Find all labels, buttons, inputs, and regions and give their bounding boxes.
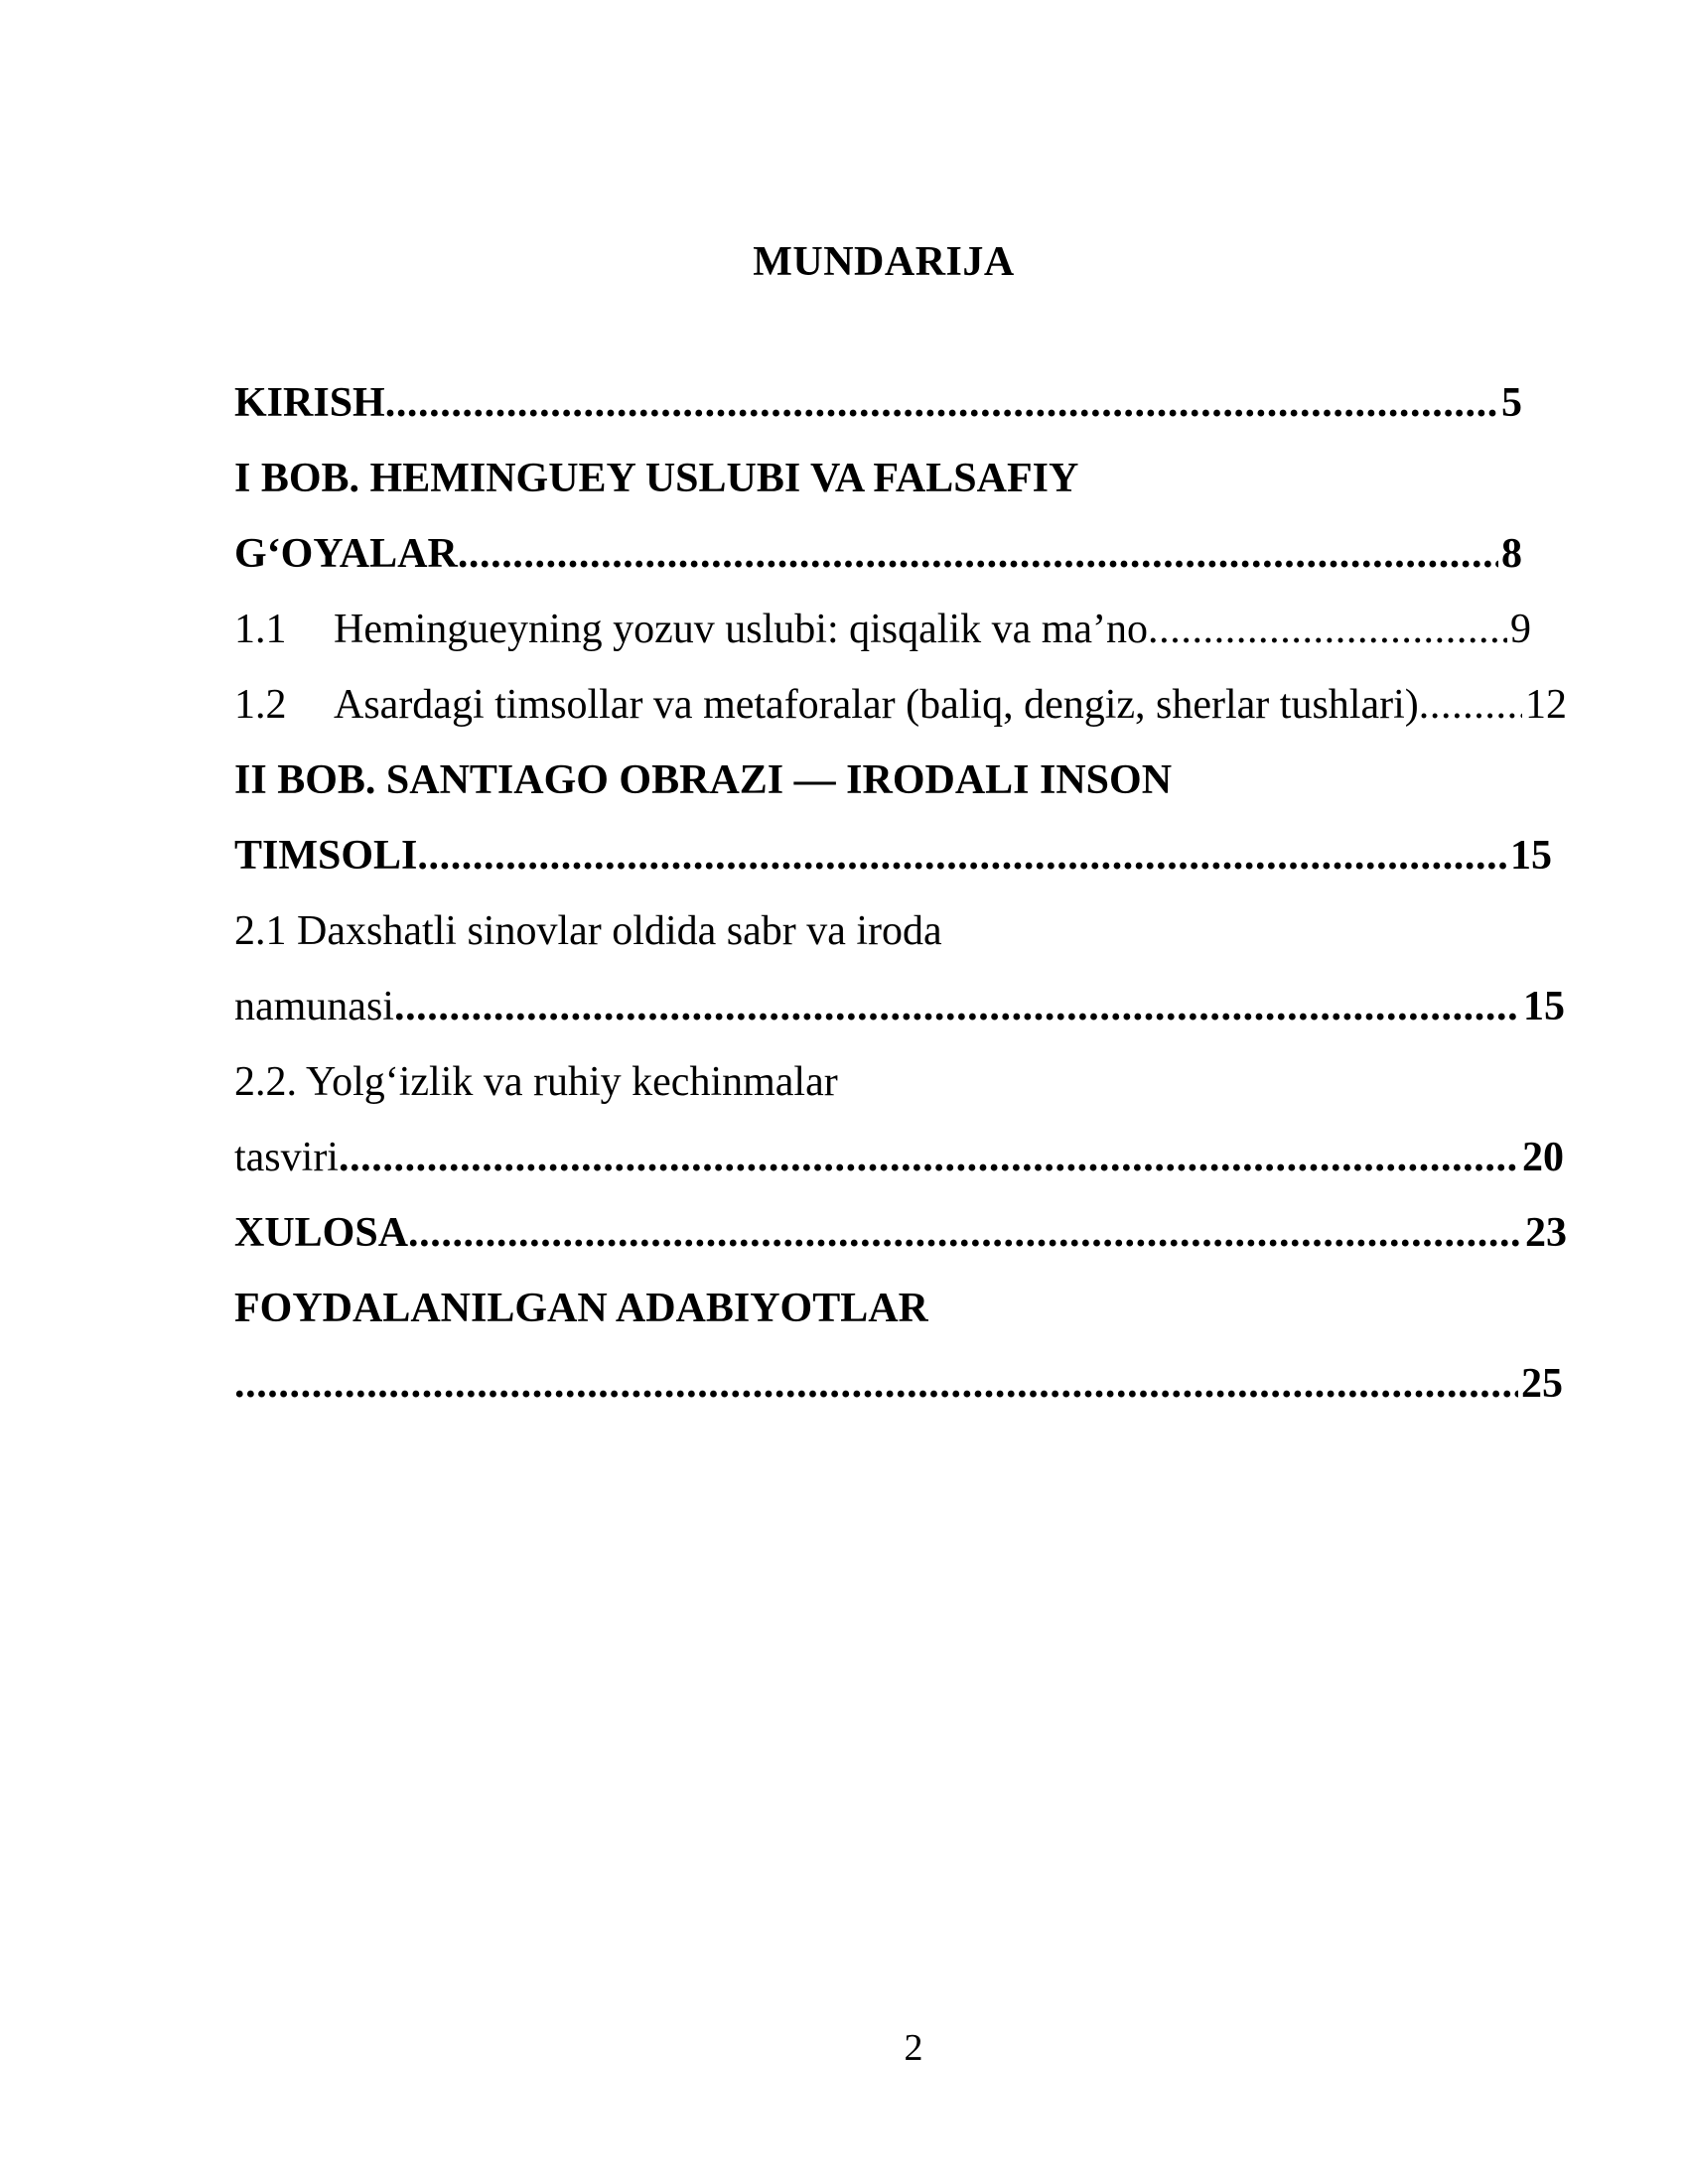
dot-leader [234,1354,1518,1414]
section-title: Hemingueyning yozuv uslubi: qisqalik va ma’no [334,607,1149,652]
dot-leader [385,373,1498,433]
toc-chapter-2-title[interactable]: II BOB. SANTIAGO OBRAZI — IRODALI INSON [234,757,1173,803]
toc-page-number: 23 [1525,1210,1567,1256]
toc-entry-section-1-2[interactable] [234,675,1567,735]
toc-page-number: 5 [1501,380,1522,426]
toc-chapter-1-title[interactable]: I BOB. HEMINGUEY USLUBI VA FALSAFIY [234,456,1079,501]
dot-leader [339,1128,1519,1187]
page-number: 2 [904,2027,923,2069]
toc-entry-text: namunasi [234,984,394,1029]
toc-entry-chapter-1[interactable] [234,524,1522,584]
toc-page-number: 20 [1522,1135,1564,1180]
toc-entry-text [234,600,1148,659]
toc-page-number: 15 [1510,833,1552,879]
toc-entry-xulosa[interactable] [234,1203,1567,1263]
toc-page-number: 25 [1521,1361,1563,1407]
dot-leader [394,977,1520,1036]
toc-entry-text: KIRISH [234,380,385,426]
toc-entry-section-1-1[interactable] [234,600,1531,659]
toc-entry-text [234,675,1419,735]
toc-section-2-2-title[interactable]: 2.2. Yolg‘izlik va ruhiy kechinmalar [234,1059,838,1105]
toc-entry-section-2-1[interactable] [234,977,1565,1036]
toc-entry-kirish[interactable] [234,373,1522,433]
toc-section-2-1-title[interactable]: 2.1 Daxshatli sinovlar oldida sabr va iroda [234,908,942,954]
section-number: 1.1 [234,607,287,652]
toc-page-number: 8 [1501,531,1522,577]
toc-page-number: 15 [1523,984,1565,1029]
toc-page-number: 12 [1525,682,1567,728]
toc-entry-text: TIMSOLI [234,833,418,879]
dot-leader [408,1203,1522,1263]
page-title: MUNDARIJA [753,239,1015,285]
toc-entry-chapter-2[interactable] [234,826,1552,886]
dot-leader [1148,600,1507,659]
toc-entry-text: XULOSA [234,1210,409,1256]
toc-entry-references[interactable] [234,1354,1563,1414]
toc-references-title[interactable]: FOYDALANILGAN ADABIYOTLAR [234,1286,928,1331]
toc-entry-text: G‘OYALAR [234,531,458,577]
dot-leader [417,826,1507,886]
dot-leader [1419,675,1522,735]
section-number: 1.2 [234,682,287,728]
section-title: Asardagi timsollar va metaforalar (baliq, dengiz, sherlar tushlari) [334,682,1419,728]
toc-entry-text: tasviri [234,1135,339,1180]
dot-leader [458,524,1498,584]
toc-entry-section-2-2[interactable] [234,1128,1564,1187]
toc-page-number: 9 [1510,607,1531,652]
